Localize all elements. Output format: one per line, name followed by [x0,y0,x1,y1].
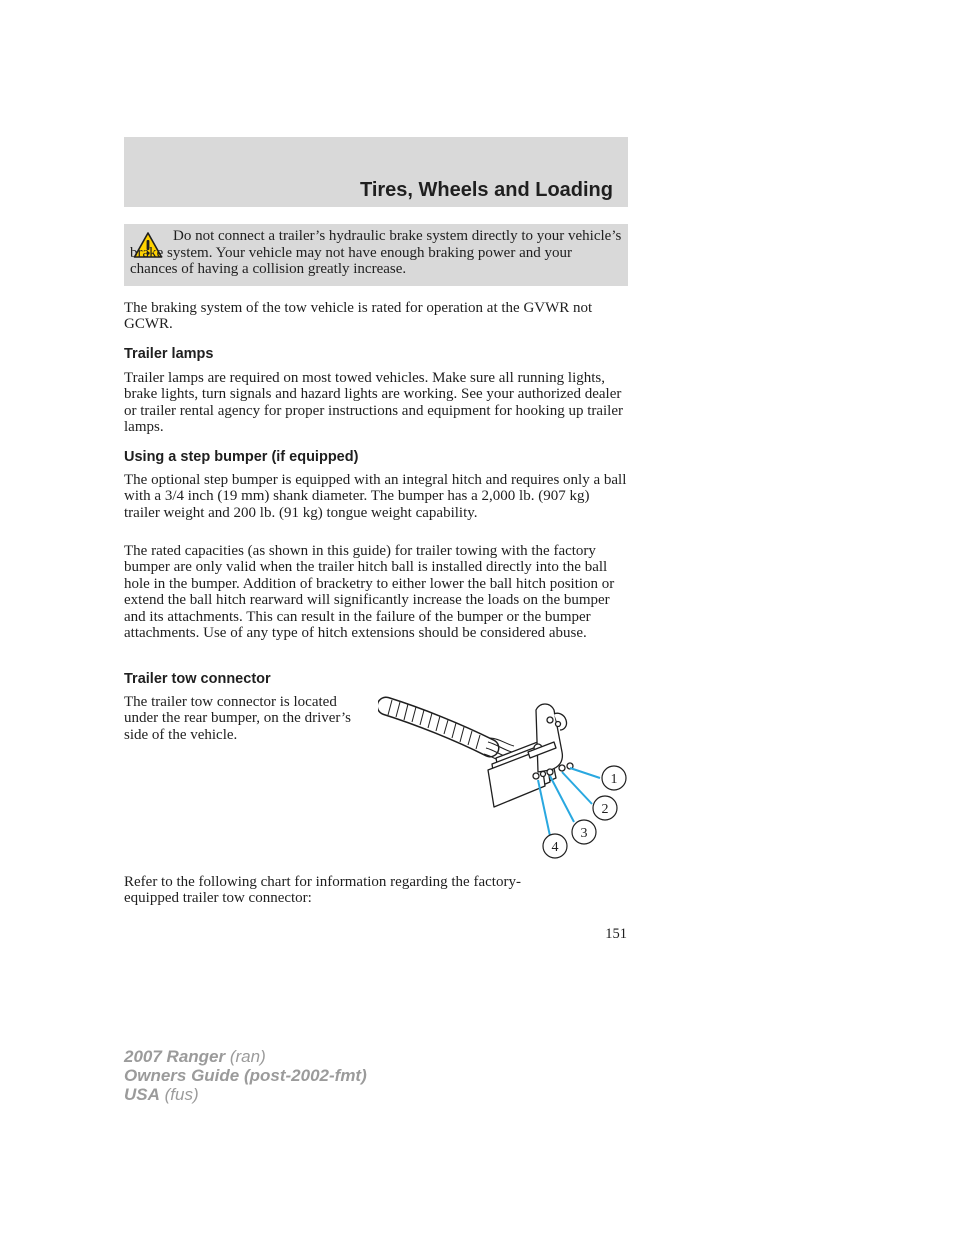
footer-line-3 [124,1085,367,1104]
footer-model: 2007 Ranger [124,1047,226,1066]
cable [386,700,514,764]
footer-line-1 [124,1047,367,1066]
footer-market: USA [124,1085,160,1104]
trailer-lamps-paragraph: Trailer lamps are required on most towed vehicles. Make sure all running lights, brake lights, turn signals and hazard lights are working. See your authorized dealer or trailer rental agency for proper instructions and equipment for hooking up trailer lamps. [124,370,623,436]
tow-connector-paragraph: The trailer tow connector is located under the rear bumper, on the driver’s side of the vehicle. [124,694,351,743]
warning-text: Do not connect a trailer’s hydraulic brake system directly to your vehicle’s brake system. Your vehicle may not have enough braking power and your chances of having a collision greatly increase. [130,228,622,277]
footer-line-2 [124,1066,367,1085]
refer-paragraph: Refer to the following chart for information regarding the factory-equipped trailer tow connector: [124,874,521,907]
heading-tow-connector: Trailer tow connector [124,671,271,687]
callout-label-1: 1 [610,772,618,787]
step-bumper-paragraph-2: The rated capacities (as shown in this guide) for trailer towing with the factory bumper are only valid when the trailer hitch ball is installed directly into the ball hole in the bumper. Addition of bracketry to either lower the ball hitch position or extend the ball hitch rearward will significantly increase the loads on the bumper and its attachments. This can result in the failure of the bumper or the bumper attachments. Use of any type of hitch extensions should be considered abuse. [124,543,615,642]
document-footer [124,1047,367,1104]
callout-3 [572,820,596,844]
callout-label-4: 4 [551,840,559,855]
callout-label-2: 2 [601,802,609,817]
heading-step-bumper: Using a step bumper (if equipped) [124,449,359,465]
step-bumper-paragraph-1: The optional step bumper is equipped with an integral hitch and requires only a ball with a 3/4 inch (19 mm) shank diameter. The bumper has a 2,000 lb. (907 kg) trailer weight and 200 lb. (91 kg) tongue weight capability. [124,472,627,521]
callout-label-3: 3 [580,826,588,841]
trailer-tow-connector-illustration [378,692,628,862]
section-header [124,137,628,207]
footer-model-code: (ran) [225,1047,266,1066]
section-title: Tires, Wheels and Loading [359,179,613,201]
intro-paragraph: The braking system of the tow vehicle is rated for operation at the GVWR not GCWR. [124,300,593,333]
callout-4 [543,834,567,858]
footer-market-code: (fus) [159,1085,199,1104]
callout-2 [593,796,617,820]
warning-box [124,224,628,286]
connector-body [488,704,573,807]
page-number: 151 [605,926,627,942]
heading-trailer-lamps: Trailer lamps [124,346,214,362]
callout-1 [602,766,626,790]
footer-guide: Owners Guide (post-2002-fmt) [124,1066,367,1085]
